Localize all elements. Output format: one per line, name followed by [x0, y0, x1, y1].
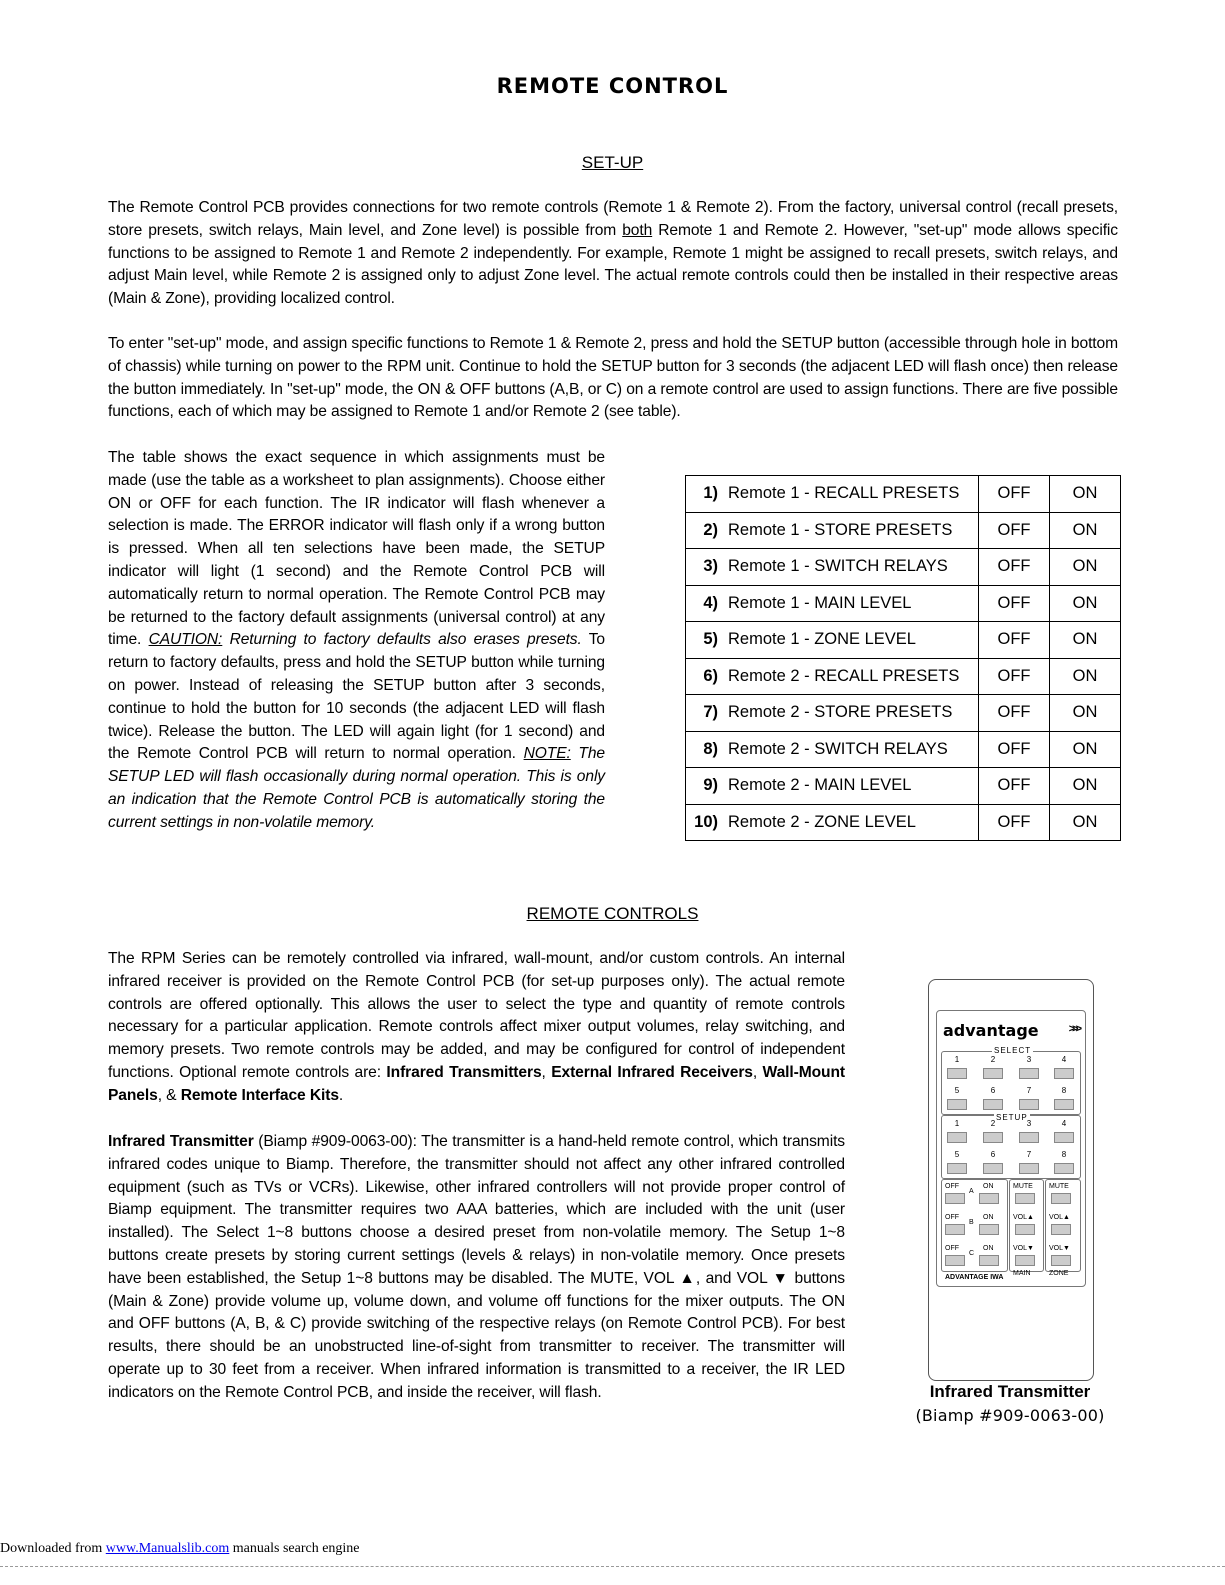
setup-key-label: 8	[1061, 1150, 1067, 1159]
select-key-button	[1054, 1099, 1074, 1110]
select-key-button	[947, 1068, 967, 1079]
assignment-on: ON	[1050, 549, 1121, 586]
rc-option-2: External Infrared Receivers	[551, 1063, 753, 1081]
assignment-label: Remote 1 - STORE PRESETS	[728, 520, 953, 539]
rc-option-3: Wall-Mount Panels	[108, 1063, 845, 1104]
note-text: The SETUP LED will flash occasionally during normal operation. This is only an indication that the Remote Control PCB is automatically storing the current settings in non-volatile memory.	[108, 745, 605, 831]
zone-label: ZONE	[1049, 1270, 1069, 1277]
relay-off-button	[945, 1193, 965, 1204]
rc-option-4: Remote Interface Kits	[180, 1086, 339, 1104]
setup-key-button	[1054, 1132, 1074, 1143]
setup-p1-underline: both	[622, 221, 653, 239]
assignment-function	[686, 658, 979, 695]
setup-key-label: 5	[954, 1150, 960, 1159]
assignment-row	[686, 804, 1121, 841]
caution-text: Returning to factory defaults also erases presets.	[222, 631, 582, 649]
setup-p3-text-a: The table shows the exact sequence in which assignments must be made (use the table as a worksheet to plan assignments). Choose either ON or OFF for each function. The IR indicator will flash whenever a selection is made. The ERROR indicator will flash only if a wrong button is pressed. When all ten selections have been made, the SETUP indicator will light (1 second) and the Remote Control PCB will automatically return to normal operation. The Remote Control PCB may be returned to the factory default assignments (universal control) at any time.	[108, 449, 605, 649]
assignment-number: 8)	[703, 739, 718, 758]
setup-key-label: 2	[990, 1119, 996, 1128]
select-key-label: 5	[954, 1086, 960, 1095]
assignment-function	[686, 585, 979, 622]
relay-on-button	[979, 1193, 999, 1204]
relay-off-button	[945, 1255, 965, 1266]
select-key-label: 2	[990, 1055, 996, 1064]
main-button	[1015, 1224, 1035, 1235]
select-key-label: 7	[1026, 1086, 1032, 1095]
main-vol-up-label: VOL▲	[1013, 1214, 1034, 1221]
assignment-on: ON	[1050, 512, 1121, 549]
rc-p1-text: The RPM Series can be remotely controlled via infrared, wall-mount, and/or custom controls. An internal infrared receiver is provided on the Remote Control PCB (for set-up purposes only). The actual remote controls are offered optionally. This allows the user to select the type and quantity of remote controls necessary for a particular application. Remote controls affect mixer output volumes, relay switching, and memory presets. Two remote controls may be added, and may be configured for control of independent functions. Optional remote controls are:	[108, 950, 845, 1081]
remote-controls-paragraph-2	[108, 1131, 845, 1405]
assignment-off: OFF	[979, 695, 1050, 732]
relay-on-label: ON	[983, 1214, 994, 1221]
assignment-function	[686, 622, 979, 659]
assignment-on: ON	[1050, 658, 1121, 695]
rc-sep-1: ,	[541, 1063, 552, 1081]
assignment-row	[686, 731, 1121, 768]
setup-label: SETUP	[996, 1113, 1028, 1122]
assignment-row	[686, 512, 1121, 549]
relay-off-button	[945, 1224, 965, 1235]
assignment-number: 4)	[703, 593, 718, 612]
manualslib-link[interactable]: www.Manualslib.com	[105, 1541, 230, 1556]
rc-p2-bold: Infrared Transmitter	[108, 1133, 254, 1150]
note-label: NOTE:	[523, 745, 571, 763]
zone-button	[1051, 1255, 1071, 1266]
footer-suffix: manuals search engine	[229, 1541, 360, 1556]
select-key-label: 8	[1061, 1086, 1067, 1095]
assignment-row	[686, 658, 1121, 695]
relay-off-label: OFF	[945, 1214, 959, 1221]
relay-off-label: OFF	[945, 1245, 959, 1252]
assignment-on: ON	[1050, 695, 1121, 732]
main-vol-down-label: VOL▼	[1013, 1245, 1034, 1252]
footer	[0, 1541, 360, 1557]
select-key-label: 1	[954, 1055, 960, 1064]
assignment-off: OFF	[979, 622, 1050, 659]
assignment-number: 10)	[694, 812, 718, 831]
assignment-function	[686, 549, 979, 586]
remote-model-label: ADVANTAGE IWA	[945, 1274, 1004, 1281]
relay-on-button	[979, 1224, 999, 1235]
setup-p1-text-a: The Remote Control PCB provides connections for two remote controls (Remote 1 & Remote 2). From the factory, universal control (recall presets, store presets, switch relays, Main level, and Zone level) is possible from	[108, 199, 1118, 239]
assignment-on: ON	[1050, 731, 1121, 768]
caution-label: CAUTION:	[148, 631, 223, 649]
assignment-row	[686, 585, 1121, 622]
assignment-row	[686, 695, 1121, 732]
relay-on-label: ON	[983, 1245, 994, 1252]
advantage-logo: advantage	[943, 1021, 1039, 1040]
assignment-number: 1)	[703, 484, 718, 503]
select-key-label: 3	[1026, 1055, 1032, 1064]
assignment-number: 5)	[703, 630, 718, 649]
assignment-on: ON	[1050, 476, 1121, 513]
assignment-off: OFF	[979, 476, 1050, 513]
page-title: REMOTE CONTROL	[496, 74, 729, 98]
assignment-number: 7)	[703, 703, 718, 722]
select-key-button	[947, 1099, 967, 1110]
remote-controls-paragraph-1	[108, 948, 845, 1108]
assignment-row	[686, 476, 1121, 513]
infrared-transmitter-illustration	[928, 979, 1094, 1381]
assignment-off: OFF	[979, 804, 1050, 841]
assignment-on: ON	[1050, 622, 1121, 659]
assignment-number: 3)	[703, 557, 718, 576]
setup-key-button	[947, 1163, 967, 1174]
setup-key-label: 4	[1061, 1119, 1067, 1128]
main-button	[1015, 1193, 1035, 1204]
setup-key-label: 3	[1026, 1119, 1032, 1128]
assignment-label: Remote 1 - ZONE LEVEL	[728, 630, 916, 649]
assignment-label: Remote 2 - SWITCH RELAYS	[728, 739, 948, 758]
zone-mute-label: MUTE	[1049, 1183, 1069, 1190]
setup-key-label: 7	[1026, 1150, 1032, 1159]
assignment-label: Remote 2 - MAIN LEVEL	[728, 776, 912, 795]
assignment-table	[685, 475, 1121, 841]
assignment-number: 6)	[703, 666, 718, 685]
setup-key-button	[983, 1132, 1003, 1143]
assignment-label: Remote 1 - MAIN LEVEL	[728, 593, 912, 612]
main-button	[1015, 1255, 1035, 1266]
figure-caption-title: Infrared Transmitter	[929, 1382, 1091, 1401]
figure-caption-part: (Biamp #909-0063-00)	[915, 1406, 1105, 1425]
assignment-off: OFF	[979, 731, 1050, 768]
assignment-off: OFF	[979, 549, 1050, 586]
select-key-button	[1019, 1068, 1039, 1079]
assignment-function	[686, 804, 979, 841]
assignment-function	[686, 695, 979, 732]
setup-paragraph-1	[108, 197, 1118, 311]
assignment-label: Remote 1 - RECALL PRESETS	[728, 484, 960, 503]
rc-sep-3: , &	[157, 1086, 181, 1104]
zone-button	[1051, 1193, 1071, 1204]
select-key-button	[983, 1099, 1003, 1110]
rc-option-1: Infrared Transmitters	[386, 1063, 542, 1081]
assignment-off: OFF	[979, 512, 1050, 549]
assignment-label: Remote 2 - ZONE LEVEL	[728, 812, 916, 831]
setup-key-button	[947, 1132, 967, 1143]
setup-key-label: 6	[990, 1150, 996, 1159]
zone-vol-up-label: VOL▲	[1049, 1214, 1070, 1221]
select-label: SELECT	[994, 1046, 1032, 1055]
relay-row-letter: C	[969, 1250, 975, 1257]
setup-heading: SET-UP	[581, 153, 644, 172]
zone-button	[1051, 1224, 1071, 1235]
assignment-number: 9)	[703, 776, 718, 795]
relay-row-letter: B	[969, 1219, 974, 1226]
setup-p1-text-b: Remote 1 and Remote 2. However, "set-up" mode allows specific functions to be assigned to Remote 1 and Remote 2 independently. For example, Remote 1 might be assigned to recall presets, switch relays, and adjust Main level, while Remote 2 is assigned only to adjust Zone level. The actual remote controls could then be installed in their respective areas (Main & Zone), providing localized control.	[108, 221, 1118, 308]
assignment-label: Remote 2 - STORE PRESETS	[728, 703, 953, 722]
footer-divider	[0, 1566, 1225, 1567]
rc-sep-2: ,	[752, 1063, 763, 1081]
relay-on-label: ON	[983, 1183, 994, 1190]
logo-chevron-icon: >>>	[1068, 1023, 1079, 1035]
select-key-label: 4	[1061, 1055, 1067, 1064]
assignment-off: OFF	[979, 768, 1050, 805]
relay-off-label: OFF	[945, 1183, 959, 1190]
assignment-off: OFF	[979, 585, 1050, 622]
assignment-row	[686, 768, 1121, 805]
setup-paragraph-3	[108, 447, 605, 835]
relay-on-button	[979, 1255, 999, 1266]
setup-p3-text-b: To return to factory defaults, press and hold the SETUP button while turning on power. Instead of releasing the SETUP button after 3 seconds, continue to hold the button for 10 seconds (the adjacent LED will flash twice). Release the button. The LED will again light (for 1 second) and the Remote Control PCB will return to normal operation.	[108, 631, 605, 763]
setup-key-label: 1	[954, 1119, 960, 1128]
setup-key-button	[1019, 1132, 1039, 1143]
main-mute-label: MUTE	[1013, 1183, 1033, 1190]
setup-key-button	[1054, 1163, 1074, 1174]
setup-key-button	[1019, 1163, 1039, 1174]
remote-faceplate	[936, 1010, 1086, 1287]
relay-row-letter: A	[969, 1188, 974, 1195]
footer-prefix: Downloaded from	[0, 1541, 106, 1556]
assignment-label: Remote 2 - RECALL PRESETS	[728, 666, 960, 685]
rc-p2-text: (Biamp #909-0063-00): The transmitter is a hand-held remote control, which transmits infrared codes unique to Biamp. Therefore, the transmitter should not affect any other infrared controlled equipment (such as TVs or VCRs). Likewise, other infrared controllers will not provide proper control of Biamp equipment. The transmitter requires two AAA batteries, which are included with the unit (user installed). The Select 1~8 buttons choose a desired preset from non-volatile memory. The Setup 1~8 buttons create presets by storing current settings (levels & relays) in non-volatile memory. Once presets have been established, the Setup 1~8 buttons may be disabled. The MUTE, VOL ▲, and VOL ▼ buttons (Main & Zone) provide volume up, volume down, and volume off functions for the mixer outputs. The ON and OFF buttons (A, B, & C) provide switching of the respective relays (on Remote Control PCB). For best results, there should be an unobstructed line-of-sight from transmitter to receiver. The transmitter will operate up to 30 feet from a receiver. When infrared information is transmitted to a receiver, the IR LED indicators on the Remote Control PCB, and inside the receiver, will flash.	[108, 1133, 845, 1401]
assignment-function	[686, 512, 979, 549]
rc-end: .	[338, 1086, 344, 1104]
assignment-number: 2)	[703, 520, 718, 539]
remote-controls-heading: REMOTE CONTROLS	[526, 904, 699, 923]
assignment-label: Remote 1 - SWITCH RELAYS	[728, 557, 948, 576]
assignment-row	[686, 549, 1121, 586]
assignment-on: ON	[1050, 585, 1121, 622]
assignment-function	[686, 768, 979, 805]
assignment-off: OFF	[979, 658, 1050, 695]
main-label: MAIN	[1013, 1270, 1031, 1277]
assignment-on: ON	[1050, 768, 1121, 805]
assignment-on: ON	[1050, 804, 1121, 841]
select-key-button	[1019, 1099, 1039, 1110]
zone-vol-down-label: VOL▼	[1049, 1245, 1070, 1252]
assignment-function	[686, 731, 979, 768]
assignment-row	[686, 622, 1121, 659]
select-key-button	[1054, 1068, 1074, 1079]
select-key-button	[983, 1068, 1003, 1079]
select-key-label: 6	[990, 1086, 996, 1095]
setup-paragraph-2: To enter "set-up" mode, and assign specific functions to Remote 1 & Remote 2, press and hold the SETUP button (accessible through hole in bottom of chassis) while turning on power to the RPM unit. Continue to hold the SETUP button for 3 seconds (the adjacent LED will flash once) then release the button immediately. In "set-up" mode, the ON & OFF buttons (A,B, or C) on a remote control are used to assign functions. There are five possible functions, each of which may be assigned to Remote 1 and/or Remote 2 (see table).	[108, 335, 1118, 421]
setup-key-button	[983, 1163, 1003, 1174]
assignment-function	[686, 476, 979, 513]
